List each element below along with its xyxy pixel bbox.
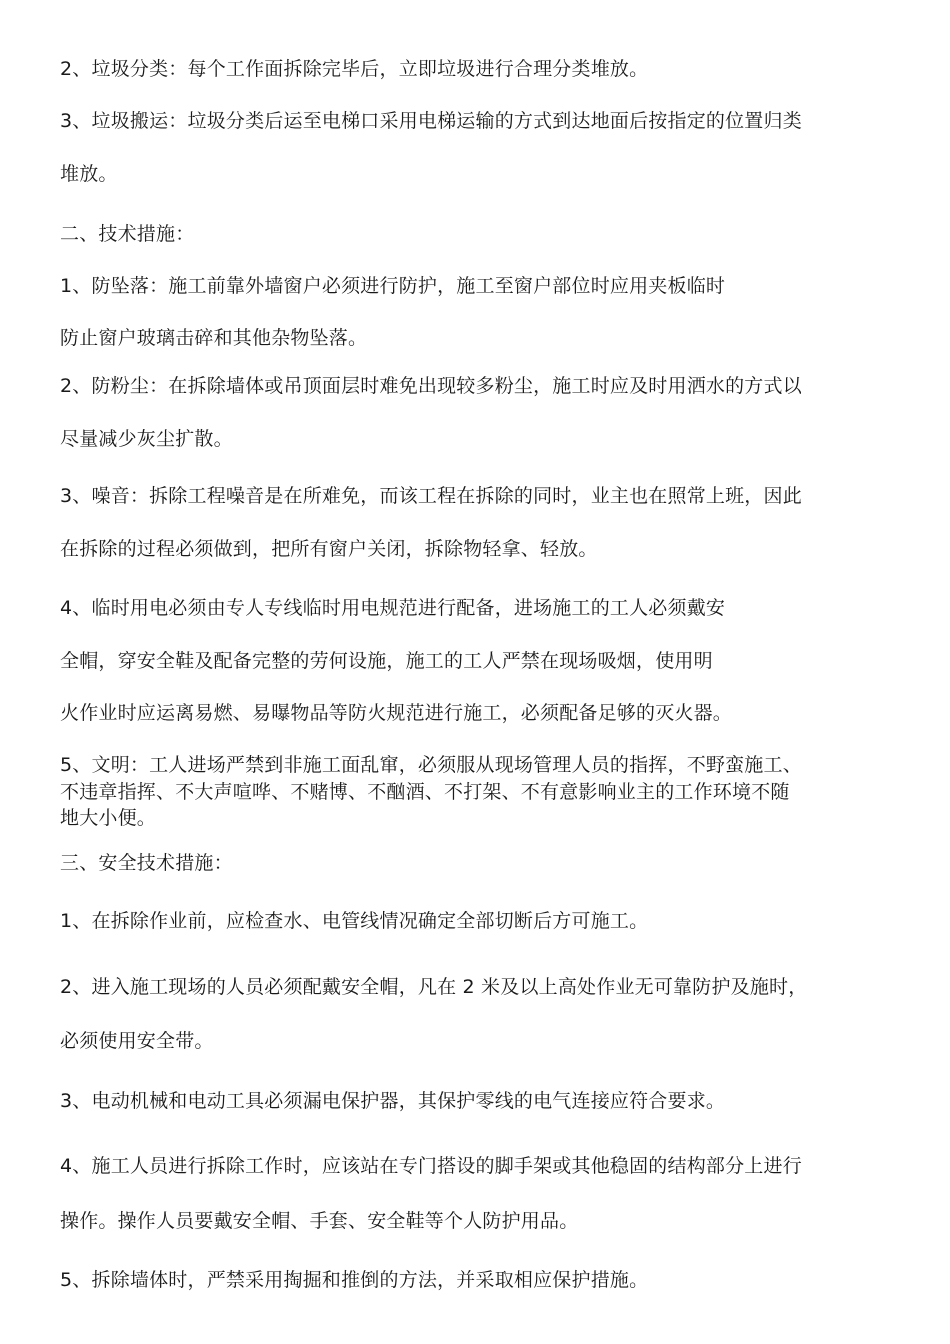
item-temporary-power-cont-1: 全帽，穿安全鞋及配备完整的劳何设施，施工的工人严禁在现场吸烟，使用明	[60, 650, 713, 672]
item-garbage-transport: 3、垃圾搬运：垃圾分类后运至电梯口采用电梯运输的方式到达地面后按指定的位置归类	[60, 110, 802, 132]
item-fall-prevention-cont: 防止窗户玻璃击碎和其他杂物坠落。	[60, 327, 368, 349]
section-heading-safety: 三、安全技术措施：	[60, 852, 233, 874]
item-scaffold-work: 4、施工人员进行拆除工作时，应该站在专门搭设的脚手架或其他稳固的结构部分上进行	[60, 1155, 802, 1177]
section-heading-technical: 二、技术措施：	[60, 223, 195, 245]
item-noise-cont: 在拆除的过程必须做到，把所有窗户关闭，拆除物轻拿、轻放。	[60, 538, 598, 560]
item-civilized-conduct-cont-1: 不违章指挥、不大声喧哗、不赌博、不酗酒、不打架、不有意影响业主的工作环境不随	[60, 781, 790, 803]
item-cut-off-utilities: 1、在拆除作业前，应检查水、电管线情况确定全部切断后方可施工。	[60, 910, 649, 932]
item-safety-helmet: 2、进入施工现场的人员必须配戴安全帽，凡在 2 米及以上高处作业无可靠防护及施时，	[60, 976, 808, 998]
item-leakage-protector: 3、电动机械和电动工具必须漏电保护器，其保护零线的电气连接应符合要求。	[60, 1090, 726, 1112]
item-temporary-power: 4、临时用电必须由专人专线临时用电规范进行配备，进场施工的工人必须戴安	[60, 597, 726, 619]
item-temporary-power-cont-2: 火作业时应运离易燃、易曝物品等防火规范进行施工，必须配备足够的灭火器。	[60, 702, 733, 724]
item-garbage-transport-cont: 堆放。	[60, 163, 118, 185]
item-dust-prevention-cont: 尽量减少灰尘扩散。	[60, 428, 233, 450]
item-garbage-sorting: 2、垃圾分类：每个工作面拆除完毕后，立即垃圾进行合理分类堆放。	[60, 58, 649, 80]
item-scaffold-work-cont: 操作。操作人员要戴安全帽、手套、安全鞋等个人防护用品。	[60, 1210, 579, 1232]
item-safety-helmet-cont: 必须使用安全带。	[60, 1030, 214, 1052]
item-civilized-conduct: 5、文明：工人进场严禁到非施工面乱窜，必须服从现场管理人员的指挥，不野蛮施工、	[60, 754, 802, 776]
item-civilized-conduct-cont-2: 地大小便。	[60, 807, 157, 829]
item-wall-demolition: 5、拆除墙体时，严禁采用掏掘和推倒的方法，并采取相应保护措施。	[60, 1269, 649, 1291]
item-dust-prevention: 2、防粉尘：在拆除墙体或吊顶面层时难免出现较多粉尘，施工时应及时用洒水的方式以	[60, 375, 802, 397]
item-fall-prevention: 1、防坠落：施工前靠外墙窗户必须进行防护，施工至窗户部位时应用夹板临时	[60, 275, 726, 297]
item-noise: 3、噪音：拆除工程噪音是在所难免，而该工程在拆除的同时，业主也在照常上班，因此	[60, 485, 802, 507]
